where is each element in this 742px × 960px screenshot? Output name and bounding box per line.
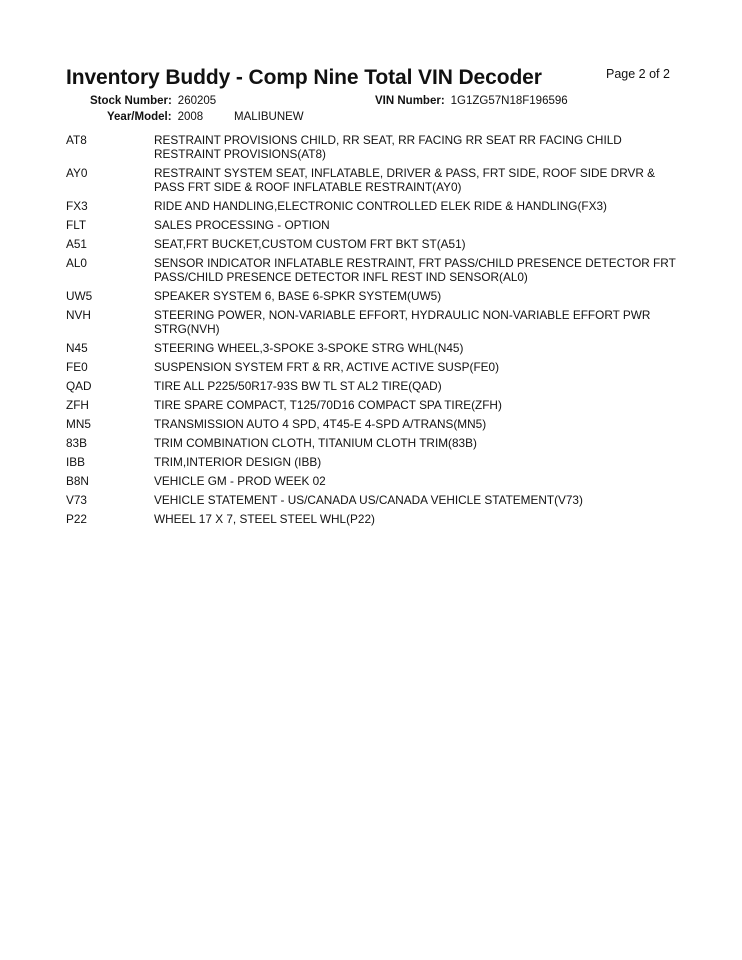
option-code: FLT (66, 218, 87, 232)
option-row (66, 256, 678, 284)
option-row (66, 417, 678, 431)
option-code: MN5 (66, 417, 91, 431)
option-description: TIRE SPARE COMPACT, T125/70D16 COMPACT SPA TIRE(ZFH) (154, 398, 502, 412)
stock-number-value: 260205 (177, 95, 217, 107)
option-row (66, 199, 678, 213)
option-row (66, 341, 678, 355)
option-row (66, 455, 678, 469)
option-code: AY0 (66, 166, 88, 180)
option-description: SUSPENSION SYSTEM FRT & RR, ACTIVE ACTIVE SUSP(FE0) (154, 360, 500, 374)
option-code: FX3 (66, 199, 88, 213)
option-description: WHEEL 17 X 7, STEEL STEEL WHL(P22) (154, 512, 375, 526)
option-code: FE0 (66, 360, 88, 374)
year-model-field (107, 111, 304, 123)
option-row (66, 360, 678, 374)
option-description: TRIM COMBINATION CLOTH, TITANIUM CLOTH TRIM(83B) (154, 436, 477, 450)
option-code: AL0 (66, 256, 87, 270)
option-row (66, 308, 678, 336)
option-description: SALES PROCESSING - OPTION (154, 218, 330, 232)
option-description: SEAT,FRT BUCKET,CUSTOM CUSTOM FRT BKT ST(A51) (154, 237, 466, 251)
option-code: B8N (66, 474, 89, 488)
option-description: STEERING WHEEL,3-SPOKE 3-SPOKE STRG WHL(N45) (154, 341, 464, 355)
option-code: V73 (66, 493, 87, 507)
option-description: STEERING POWER, NON-VARIABLE EFFORT, HYDRAULIC NON-VARIABLE EFFORT PWR STRG(NVH) (154, 308, 651, 336)
option-description: RESTRAINT PROVISIONS CHILD, RR SEAT, RR FACING RR SEAT RR FACING CHILD RESTRAINT PROVISIONS(AT8) (154, 133, 622, 161)
option-description: RIDE AND HANDLING,ELECTRONIC CONTROLLED ELEK RIDE & HANDLING(FX3) (154, 199, 607, 213)
option-row (66, 166, 678, 194)
option-code: IBB (66, 455, 86, 469)
option-code-list (66, 133, 678, 531)
option-description: TRIM,INTERIOR DESIGN (IBB) (154, 455, 322, 469)
option-code: A51 (66, 237, 87, 251)
option-code: 83B (66, 436, 87, 450)
page-number: Page 2 of 2 (606, 67, 670, 81)
option-row (66, 133, 678, 161)
option-code: ZFH (66, 398, 89, 412)
year-model-label: Year/Model: (107, 111, 172, 123)
option-row (66, 398, 678, 412)
model-value: MALIBUNEW (234, 111, 304, 123)
option-row (66, 493, 678, 507)
option-row (66, 474, 678, 488)
vin-number-value: 1G1ZG57N18F196596 (450, 95, 568, 107)
option-row (66, 237, 678, 251)
option-description: SENSOR INDICATOR INFLATABLE RESTRAINT, FRT PASS/CHILD PRESENCE DETECTOR FRT PASS/CHILD PRESENCE DETECTOR INFL REST IND SENSOR(AL0) (154, 256, 676, 284)
option-description: SPEAKER SYSTEM 6, BASE 6-SPKR SYSTEM(UW5) (154, 289, 442, 303)
year-value: 2008 (177, 111, 204, 123)
vin-number-field (375, 95, 568, 107)
option-description: TRANSMISSION AUTO 4 SPD, 4T45-E 4-SPD A/TRANS(MN5) (154, 417, 487, 431)
option-code: QAD (66, 379, 92, 393)
option-code: AT8 (66, 133, 87, 147)
option-code: UW5 (66, 289, 93, 303)
stock-number-field (90, 95, 216, 107)
stock-number-label: Stock Number: (90, 95, 172, 107)
vin-number-label: VIN Number: (375, 95, 445, 107)
option-description: RESTRAINT SYSTEM SEAT, INFLATABLE, DRIVER & PASS, FRT SIDE, ROOF SIDE DRVR & PASS FRT SIDE & ROOF INFLATABLE RESTRAINT(AY0) (154, 166, 656, 194)
option-row (66, 436, 678, 450)
option-code: N45 (66, 341, 88, 355)
report-title: Inventory Buddy - Comp Nine Total VIN Decoder (66, 66, 542, 89)
option-row (66, 289, 678, 303)
option-description: VEHICLE GM - PROD WEEK 02 (154, 474, 326, 488)
option-code: P22 (66, 512, 87, 526)
option-row (66, 379, 678, 393)
option-row (66, 218, 678, 232)
option-code: NVH (66, 308, 91, 322)
option-row (66, 512, 678, 526)
option-description: VEHICLE STATEMENT - US/CANADA US/CANADA VEHICLE STATEMENT(V73) (154, 493, 583, 507)
option-description: TIRE ALL P225/50R17-93S BW TL ST AL2 TIRE(QAD) (154, 379, 442, 393)
